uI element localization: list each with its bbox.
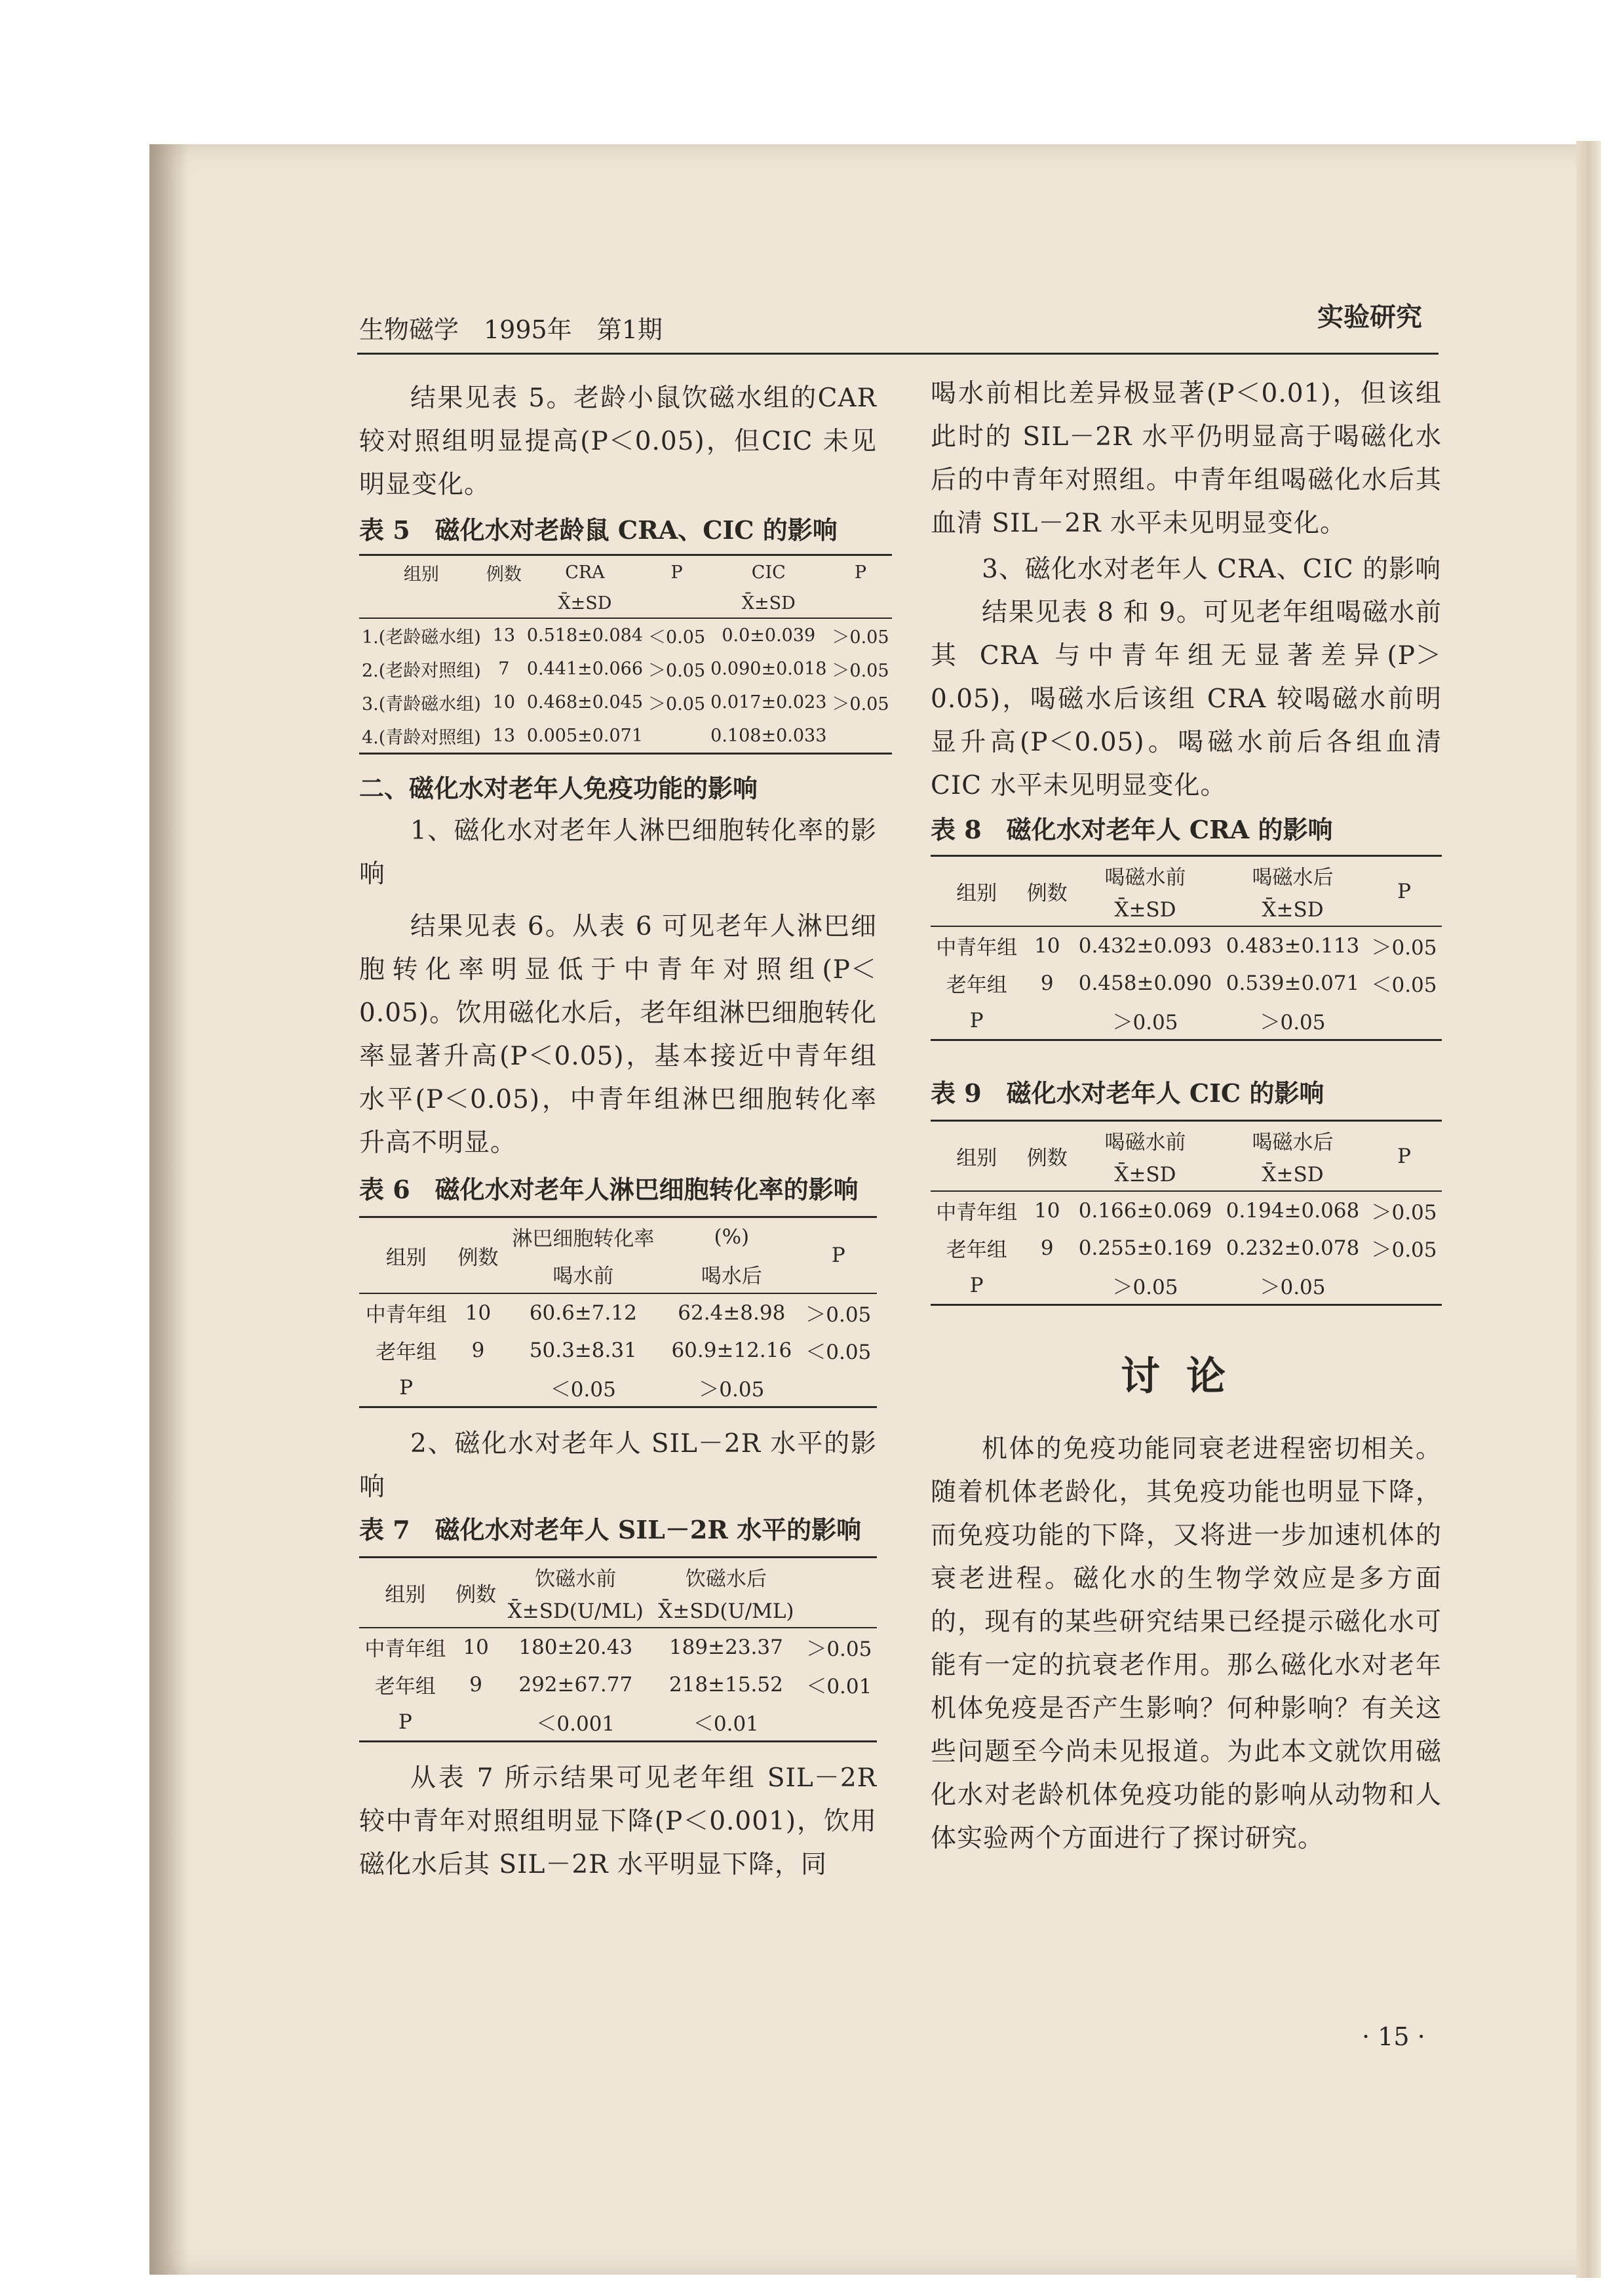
- table-header-row: [359, 1217, 877, 1256]
- table-cell: 老年组: [376, 1341, 437, 1364]
- table-cell: 10: [492, 692, 515, 713]
- table-cell: 3.(青龄磁水组): [362, 694, 481, 715]
- table-cell: 0.539±0.071: [1226, 971, 1360, 995]
- table-header-cell: X̄±SD: [1114, 898, 1176, 922]
- table-cell: [452, 1703, 501, 1742]
- table-header-cell: 组别: [403, 564, 439, 585]
- table-cell: 13: [492, 726, 515, 746]
- table-cell: P: [969, 1273, 984, 1297]
- table-row: [931, 964, 1442, 1002]
- table-header-cell: P: [831, 1244, 845, 1267]
- table-header-row: [359, 555, 892, 590]
- table-header-cell: 组别: [385, 1583, 426, 1607]
- table-cell: 中青年组: [364, 1638, 446, 1661]
- table-cell: [829, 719, 891, 754]
- table-cell: [1022, 1266, 1071, 1305]
- table-header-cell: (%): [714, 1225, 750, 1249]
- table-cell: ＞0.05: [1371, 1238, 1437, 1262]
- table-cell: 0.458±0.090: [1078, 971, 1212, 995]
- table-header-cell: 喝水后: [701, 1265, 762, 1288]
- table-cell: 0.232±0.078: [1226, 1236, 1360, 1260]
- subheading-2: 2、磁化水对老年人 SIL－2R 水平的影响: [359, 1429, 877, 1502]
- table-cell: [800, 1369, 877, 1407]
- table-cell: 218±15.52: [668, 1672, 783, 1697]
- section-header: 实验研究: [1317, 302, 1422, 332]
- table-cell: ＞0.05: [648, 694, 706, 715]
- table-cell: [453, 1369, 503, 1407]
- table-header-cell: X̄±SD: [1114, 1163, 1176, 1187]
- table-cell: ＞0.05: [832, 627, 889, 648]
- table-cell: ＞0.05: [832, 661, 889, 681]
- table-cell: 0.518±0.084: [526, 625, 644, 646]
- left-paragraph-2: 结果见表 6。从表 6 可见老年人淋巴细胞转化率明显低于中青年对照组(P＜0.05)。饮用磁化水后，老年组淋巴细胞转化率显著升高(P＜0.05)，基本接近中青年组水平(P＜0.05)，中青年组淋巴细胞转化率升高不明显。: [359, 912, 877, 1158]
- table-header-cell: 喝磁水后: [1252, 1131, 1334, 1154]
- table-cell: 10: [463, 1635, 489, 1659]
- table-cell: 10: [1034, 1198, 1060, 1223]
- table-row: [931, 926, 1442, 964]
- table-row: [359, 618, 892, 652]
- table-cell: ＞0.05: [1371, 1201, 1437, 1225]
- table-cell: 7: [498, 659, 510, 679]
- table-header-cell: 喝磁水后: [1252, 866, 1334, 890]
- table-header-cell: CIC: [751, 562, 786, 583]
- table-cell: 中青年组: [365, 1303, 447, 1327]
- table-cell: 老年组: [946, 973, 1007, 997]
- table-cell: 0.017±0.023: [710, 692, 827, 713]
- table-header-cell: 组别: [956, 1147, 997, 1170]
- table-row: [359, 1666, 877, 1703]
- table-cell: 2.(老龄对照组): [362, 661, 481, 681]
- table6-caption: 表 6 磁化水对老年人淋巴细胞转化率的影响: [359, 1175, 859, 1204]
- right-paragraph-2: 结果见表 8 和 9。可见老年组喝磁水前其 CRA 与中青年组无显著差异(P＞0.05)，喝磁水后该组 CRA 较喝磁水前明显升高(P＜0.05)。喝磁水前后各组血清 CIC 水平未见明显变化。: [931, 598, 1442, 800]
- table-cell: ＜0.01: [693, 1712, 759, 1736]
- table-cell: 189±23.37: [668, 1635, 783, 1659]
- table-cell: ＞0.05: [805, 1303, 872, 1327]
- table7-caption: 表 7 磁化水对老年人 SIL－2R 水平的影响: [359, 1515, 862, 1544]
- table-cell: ＞0.05: [1112, 1276, 1178, 1299]
- right-paragraph-1: 喝水前相比差异极显著(P＜0.01)，但该组此时的 SIL－2R 水平仍明显高于喝磁化水后的中青年对照组。中青年组喝磁化水后其血清 SIL－2R 水平未见明显变化。: [931, 379, 1442, 538]
- table-row: [359, 686, 892, 719]
- table-cell: 0.108±0.033: [710, 726, 827, 746]
- table-cell: 0.432±0.093: [1078, 933, 1212, 958]
- table-cell: ＞0.05: [1260, 1276, 1326, 1299]
- table-cell: 4.(青龄对照组): [362, 728, 481, 748]
- table-cell: 0.0±0.039: [722, 625, 816, 646]
- table-cell: 9: [1040, 1236, 1054, 1260]
- table-cell: ＞0.05: [699, 1378, 765, 1402]
- table9-caption: 表 9 磁化水对老年人 CIC 的影响: [931, 1078, 1324, 1108]
- table-header-cell: 饮磁水前: [535, 1567, 617, 1591]
- table-cell: P: [969, 1008, 984, 1032]
- table-subheader-row: [359, 589, 892, 618]
- table-cell: 中青年组: [936, 1201, 1018, 1225]
- table-header-cell: 淋巴细胞转化率: [512, 1227, 655, 1251]
- page-number: · 15 ·: [1362, 2022, 1425, 2051]
- table-header-row: [931, 856, 1442, 895]
- table-header-cell: 喝水前: [552, 1265, 614, 1288]
- table-row: [359, 719, 892, 754]
- table-cell: 0.090±0.018: [710, 659, 827, 679]
- subheading-1: 1、磁化水对老年人淋巴细胞转化率的影响: [359, 816, 877, 889]
- table-cell: 中青年组: [936, 936, 1018, 960]
- table5: [359, 554, 892, 755]
- page-spine-shadow: [149, 144, 189, 2275]
- table-cell: 62.4±8.98: [678, 1301, 786, 1325]
- table-header-cell: P: [1397, 1144, 1411, 1168]
- table-header-cell: 组别: [385, 1246, 427, 1270]
- table-cell: 1.(老龄磁水组): [362, 627, 481, 648]
- table-header-cell: 例数: [1026, 882, 1068, 905]
- table-header-cell: 例数: [486, 564, 522, 585]
- table-row: [931, 1002, 1442, 1040]
- table-cell: ＞0.05: [806, 1638, 872, 1661]
- table-cell: 60.6±7.12: [529, 1301, 637, 1325]
- table8-caption: 表 8 磁化水对老年人 CRA 的影响: [931, 815, 1333, 844]
- table-row: [931, 1191, 1442, 1229]
- table-cell: ＞0.05: [832, 694, 889, 715]
- table-cell: 老年组: [946, 1238, 1007, 1262]
- right-paragraph-3: 机体的免疫功能同衰老进程密切相关。随着机体老龄化，其免疫功能也明显下降，而免疫功能的下降，又将进一步加速机体的衰老进程。磁化水的生物学效应是多方面的，现有的某些研究结果已经提示磁化水可能有一定的抗衰老作用。那么磁化水对老年机体免疫是否产生影响？何种影响？有关这些问题至今尚未见报道。为此本文就饮用磁化水对老龄机体免疫功能的影响从动物和人体实验两个方面进行了探讨研究。: [931, 1434, 1442, 1853]
- table-cell: 13: [492, 625, 515, 646]
- table-cell: 0.483±0.113: [1226, 933, 1360, 958]
- left-paragraph-1: 结果见表 5。老龄小鼠饮磁水组的CAR 较对照组明显提高(P＜0.05)，但CIC 未见明显变化。: [359, 383, 877, 500]
- table-cell: ＜0.05: [648, 627, 706, 648]
- table-cell: 180±20.43: [518, 1635, 633, 1659]
- table-cell: [802, 1703, 877, 1742]
- table-cell: 10: [1034, 933, 1060, 958]
- subheading-3: 3、磁化水对老年人 CRA、CIC 的影响: [982, 555, 1442, 584]
- table6: [359, 1216, 877, 1408]
- table-row: [359, 1369, 877, 1407]
- table-header-cell: X̄±SD: [741, 593, 796, 614]
- table9: [931, 1120, 1442, 1306]
- table-header-cell: 例数: [457, 1246, 499, 1270]
- table-cell: [1366, 1266, 1442, 1305]
- table-cell: ＞0.05: [1371, 936, 1437, 960]
- left-paragraph-3: 从表 7 所示结果可见老年组 SIL－2R 较中青年对照组明显下降(P＜0.001)，饮用磁化水后其 SIL－2R 水平明显下降，同: [359, 1763, 877, 1879]
- table-cell: 50.3±8.31: [529, 1338, 637, 1362]
- table-header-cell: X̄±SD: [1262, 898, 1324, 922]
- journal-header: 生物磁学 1995年 第1期: [359, 315, 663, 344]
- table-header-cell: P: [1397, 879, 1411, 903]
- table-row: [931, 1229, 1442, 1266]
- table-header-row: [359, 1558, 877, 1596]
- table-row: [359, 1331, 877, 1369]
- table-header-cell: 喝磁水前: [1104, 866, 1186, 890]
- table-cell: ＜0.05: [805, 1341, 872, 1364]
- table-cell: ＞0.05: [1112, 1011, 1178, 1034]
- left-column: [359, 377, 889, 1887]
- section-heading-2: 二、磁化水对老年人免疫功能的影响: [359, 774, 758, 803]
- discussion-title: 讨论: [1121, 1354, 1252, 1400]
- table-row: [931, 1266, 1442, 1305]
- table-cell: 9: [1040, 971, 1054, 995]
- table-cell: P: [398, 1710, 412, 1734]
- table-cell: ＜0.01: [806, 1675, 872, 1698]
- table-cell: 292±67.77: [518, 1672, 633, 1697]
- table-header-cell: CRA: [565, 562, 605, 583]
- table-header-cell: X̄±SD(U/ML): [507, 1599, 644, 1623]
- table-cell: 9: [471, 1338, 485, 1362]
- table-cell: 9: [469, 1672, 483, 1697]
- table-cell: ＜0.05: [550, 1378, 616, 1402]
- table-cell: ＞0.05: [648, 661, 706, 681]
- table7: [359, 1556, 877, 1742]
- table8: [931, 855, 1442, 1041]
- table-cell: 0.441±0.066: [526, 659, 644, 679]
- table-cell: 0.255±0.169: [1078, 1236, 1212, 1260]
- table-cell: ＜0.05: [1371, 973, 1437, 997]
- page-edge: [1576, 141, 1601, 2278]
- table-cell: [1366, 1002, 1442, 1040]
- table-header-cell: 饮磁水后: [685, 1567, 767, 1591]
- table-cell: 0.166±0.069: [1078, 1198, 1212, 1223]
- table-cell: ＜0.001: [536, 1712, 615, 1736]
- table5-caption: 表 5 磁化水对老龄鼠 CRA、CIC 的影响: [359, 515, 838, 545]
- table-cell: 老年组: [374, 1675, 436, 1698]
- table-header-cell: P: [854, 562, 867, 583]
- table-cell: 0.194±0.068: [1226, 1198, 1360, 1223]
- table-row: [359, 1703, 877, 1742]
- table-cell: [1022, 1002, 1071, 1040]
- table-header-cell: P: [670, 562, 683, 583]
- table-row: [359, 652, 892, 686]
- table-row: [359, 1628, 877, 1666]
- right-column: [931, 372, 1442, 1860]
- table-cell: 60.9±12.16: [671, 1338, 792, 1362]
- table-header-cell: 例数: [455, 1583, 497, 1607]
- table-cell: 0.005±0.071: [526, 726, 644, 746]
- table-cell: 10: [465, 1301, 492, 1325]
- table-cell: [646, 719, 708, 754]
- table-header-cell: X̄±SD: [1262, 1163, 1324, 1187]
- table-header-cell: 喝磁水前: [1104, 1131, 1186, 1154]
- table-header-row: [931, 1121, 1442, 1160]
- header-rule: [357, 353, 1439, 355]
- table-cell: 0.468±0.045: [526, 692, 644, 713]
- table-header-cell: 组别: [956, 882, 997, 905]
- table-header-cell: 例数: [1026, 1147, 1068, 1170]
- table-cell: P: [399, 1375, 414, 1400]
- table-cell: ＞0.05: [1260, 1011, 1326, 1034]
- table-header-cell: X̄±SD: [558, 593, 612, 614]
- table-row: [359, 1293, 877, 1331]
- table-header-cell: X̄±SD(U/ML): [658, 1599, 794, 1623]
